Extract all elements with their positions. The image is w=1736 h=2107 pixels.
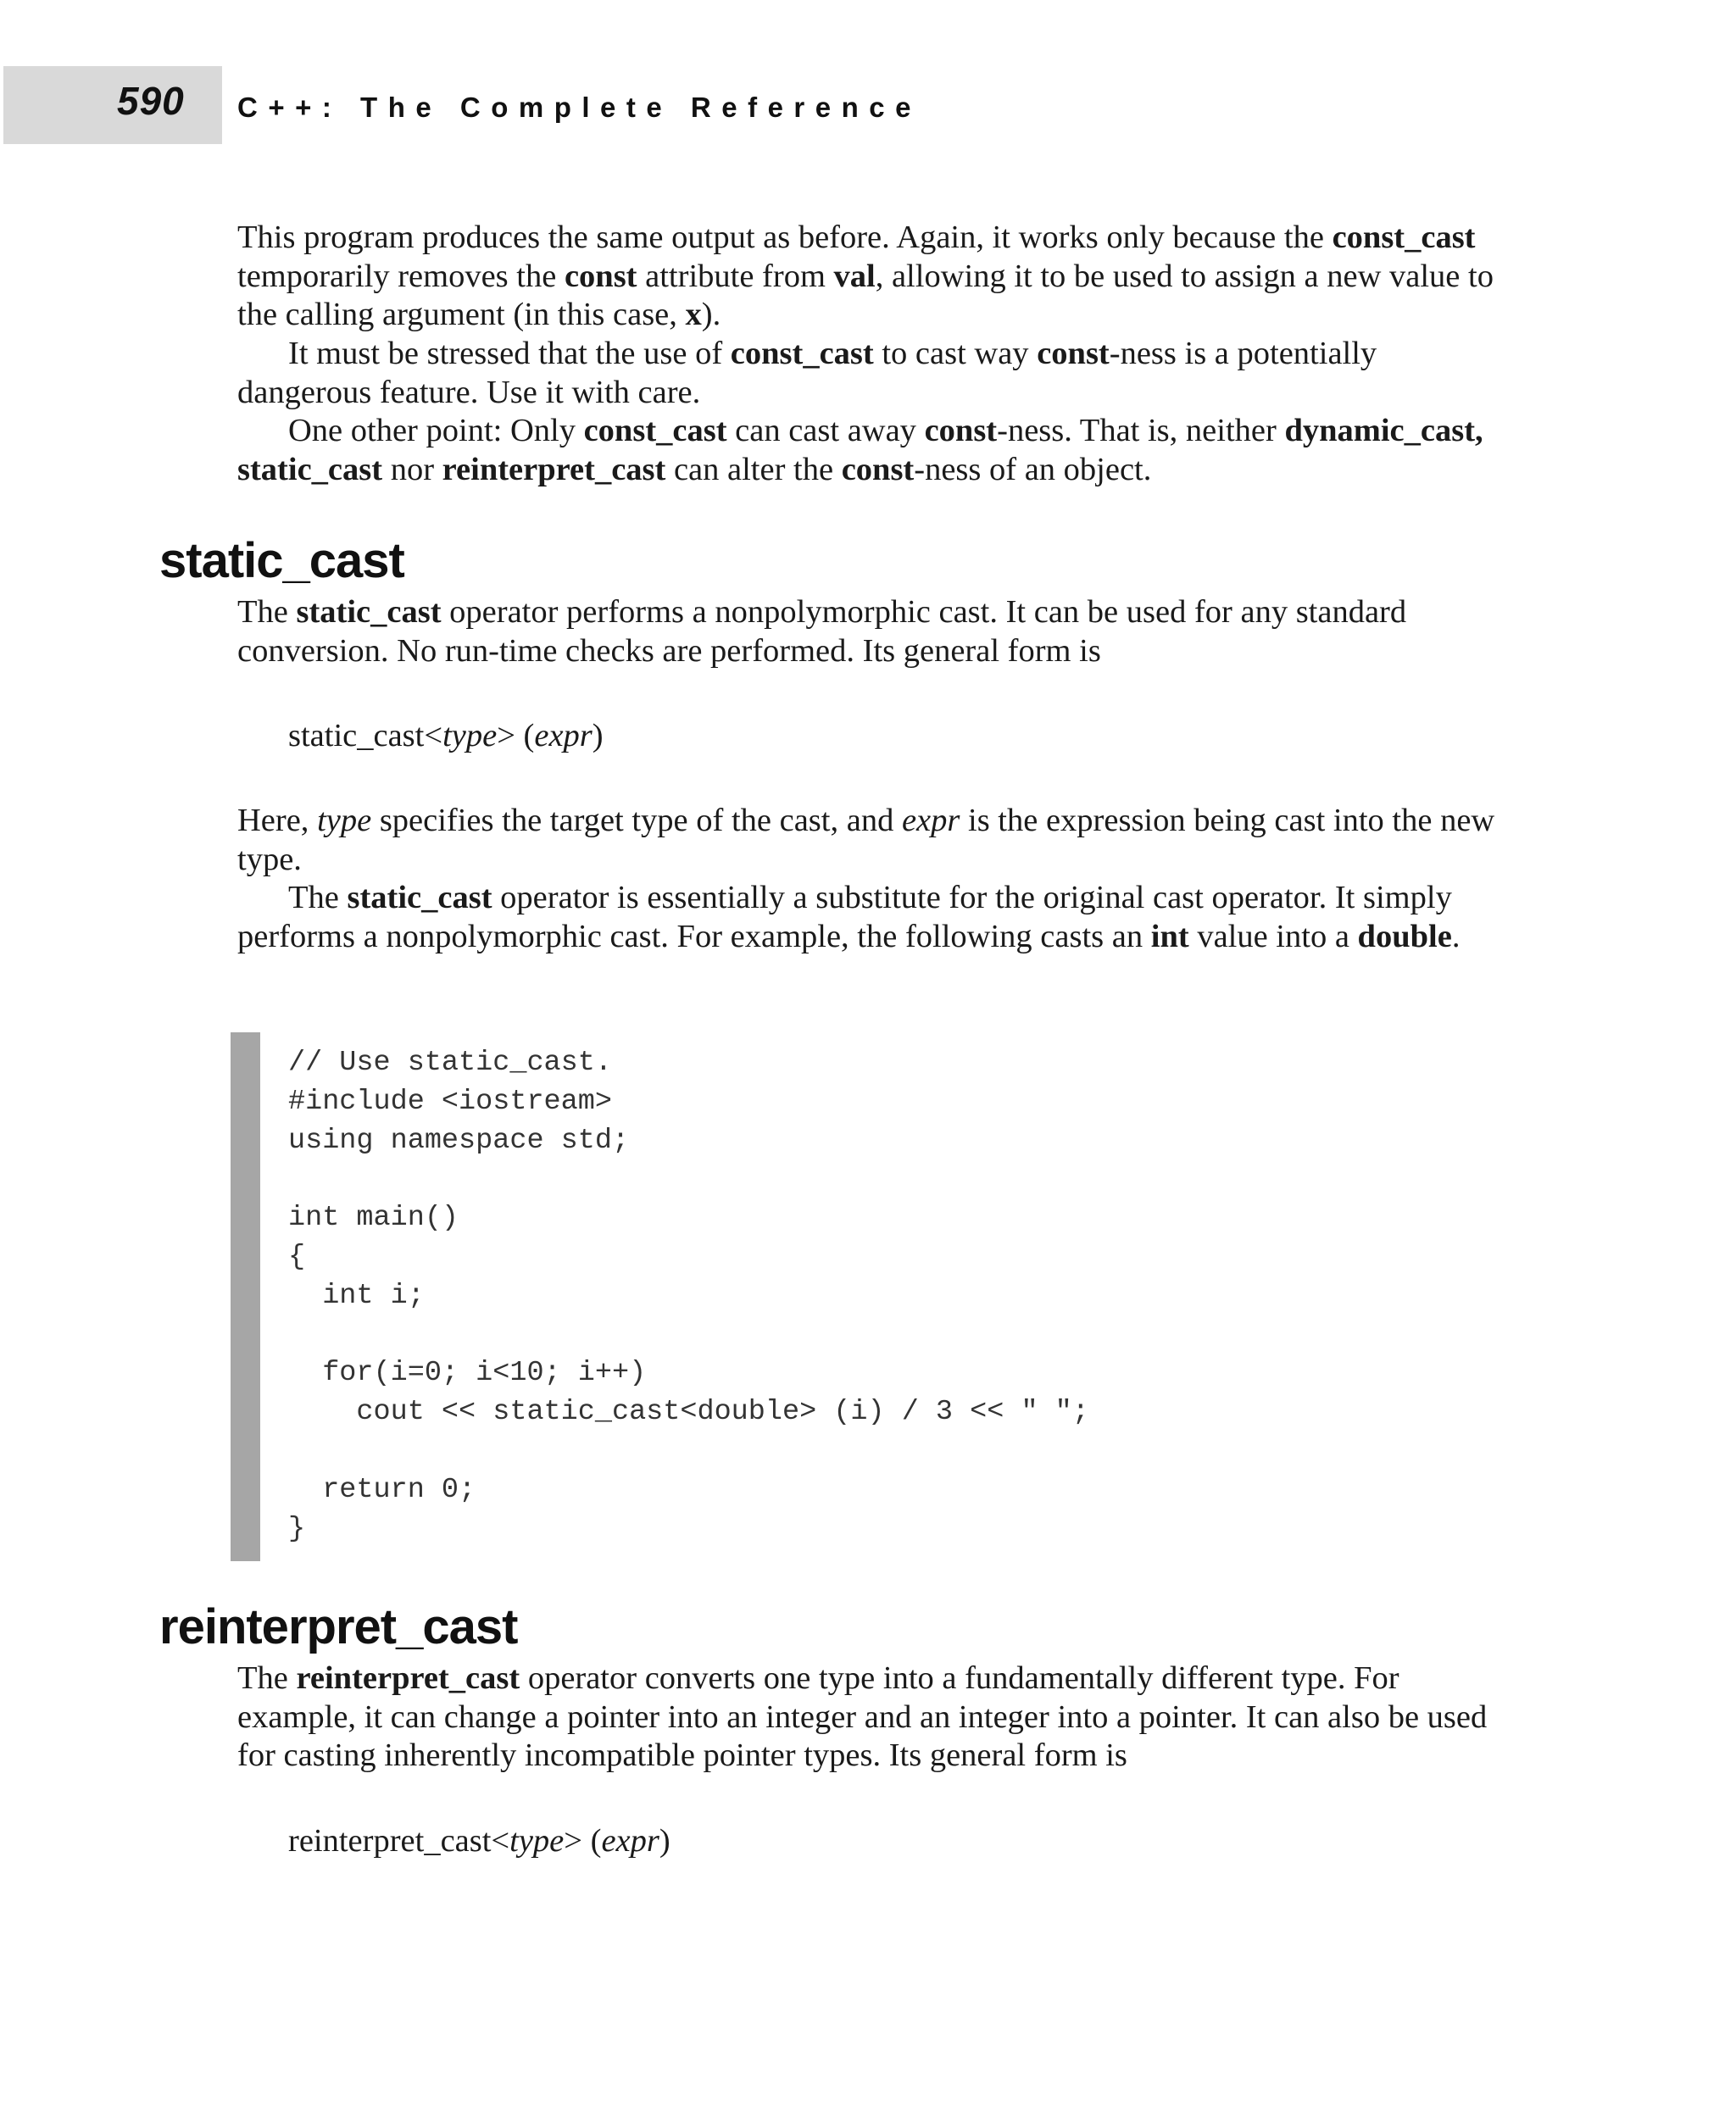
static-cast-paragraph-3: The static_cast operator is essentially a substitute for the original cast operator. It simply performs a nonpolymorphic cast. For example, the following casts an int value into a double. [237,880,1461,954]
code-listing-bar [231,1032,260,1561]
running-title: C++: The Complete Reference [237,92,921,123]
intro-paragraph-2: It must be stressed that the use of const_cast to cast way const-ness is a potentially dangerous feature. Use it with care. [237,336,1377,410]
intro-paragraph-3: One other point: Only const_cast can cast away const-ness. That is, neither dynamic_cast, static_cast nor reinterpret_cast can alter the const-ness of an object. [237,413,1483,487]
page-number: 590 [117,79,185,123]
reinterpret-cast-paragraph-1: The reinterpret_cast operator converts one type into a fundamentally different type. For example, it can change a pointer into an integer and an integer into a pointer. It can also be used for casting inherently incompatible pointer types. Its general form is [237,1660,1488,1773]
page-number-tab [3,66,222,144]
static-cast-paragraph-1: The static_cast operator performs a nonpolymorphic cast. It can be used for any standard conversion. No run-time checks are performed. Its general form is [237,594,1407,669]
intro-paragraph-1: This program produces the same output as before. Again, it works only because the const_cast temporarily removes the const attribute from val, allowing it to be used to assign a new value to the calling argument (in this case, x). [237,220,1494,332]
reinterpret-cast-syntax: reinterpret_cast<type> (expr) [288,1823,670,1859]
section-heading-reinterpret-cast: reinterpret_cast [159,1599,518,1654]
static-cast-paragraph-2: Here, type specifies the target type of the cast, and expr is the expression being cast into the new type. [237,803,1495,877]
static-cast-syntax: static_cast<type> (expr) [288,718,604,753]
section-heading-static-cast: static_cast [159,533,404,588]
code-listing: // Use static_cast. #include <iostream> using namespace std; int main() { int i; for(i=0; i<10; i++) cout << static_cast<double> (i) / 3 << " "; return 0; } [288,1047,1089,1545]
